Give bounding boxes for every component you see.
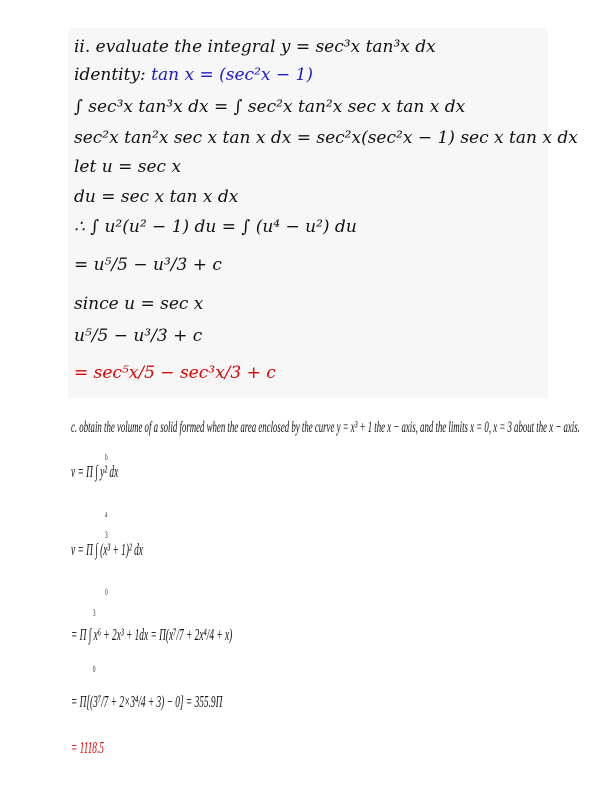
formula-1 bbox=[71, 452, 119, 519]
formula-2-upper-limit: 3 bbox=[105, 530, 108, 540]
step-3: let u = sec x bbox=[74, 157, 182, 177]
part-ii-answer: = sec⁵x/5 − sec³x/3 + c bbox=[74, 363, 276, 383]
formula-1-lower-limit: a bbox=[105, 509, 108, 519]
formula-4: = Π[(3⁷/7 + 2×3⁴/4 + 3) − 0] = 355.9Π bbox=[71, 692, 223, 711]
identity-value: tan x = (sec²x − 1) bbox=[151, 65, 313, 85]
step-8: u⁵/5 − u³/3 + c bbox=[74, 326, 203, 346]
step-5: ∴ ∫ u²(u² − 1) du = ∫ (u⁴ − u²) du bbox=[74, 217, 357, 237]
part-ii-title: ii. evaluate the integral y = sec³x tan³x dx bbox=[74, 37, 436, 57]
part-c-question: c. obtain the volume of a solid formed when the area enclosed by the curve y = x³ + 1 the x − axis, and the limits x = 0, x = 3 about the x − axis. bbox=[71, 419, 580, 436]
identity-line bbox=[74, 64, 313, 86]
formula-1-text: v = Π ∫ y² dx bbox=[71, 462, 119, 481]
step-6: = u⁵/5 − u³/3 + c bbox=[74, 255, 222, 275]
formula-1-upper-limit: b bbox=[105, 452, 108, 462]
identity-label: identity: bbox=[74, 65, 146, 85]
formula-3-upper-limit: 3 bbox=[93, 608, 96, 618]
step-1: ∫ sec³x tan³x dx = ∫ sec²x tan²x sec x tan x dx bbox=[74, 97, 466, 117]
formula-2 bbox=[71, 530, 143, 597]
step-4: du = sec x tan x dx bbox=[74, 187, 239, 207]
formula-3 bbox=[71, 608, 233, 674]
formula-3-lower-limit: 0 bbox=[93, 664, 96, 674]
formula-2-lower-limit: 0 bbox=[105, 587, 108, 597]
formula-2-text: v = Π ∫ (x³ + 1)² dx bbox=[71, 540, 143, 559]
formula-3-text: = Π ∫ x⁶ + 2x³ + 1dx = Π(x⁷/7 + 2x⁴/4 + x) bbox=[71, 625, 233, 644]
step-7: since u = sec x bbox=[74, 294, 204, 314]
step-2: sec²x tan²x sec x tan x dx = sec²x(sec²x − 1) sec x tan x dx bbox=[74, 128, 578, 148]
part-c-answer-value: = 1118.5 bbox=[71, 738, 104, 757]
part-c-answer bbox=[71, 738, 104, 758]
